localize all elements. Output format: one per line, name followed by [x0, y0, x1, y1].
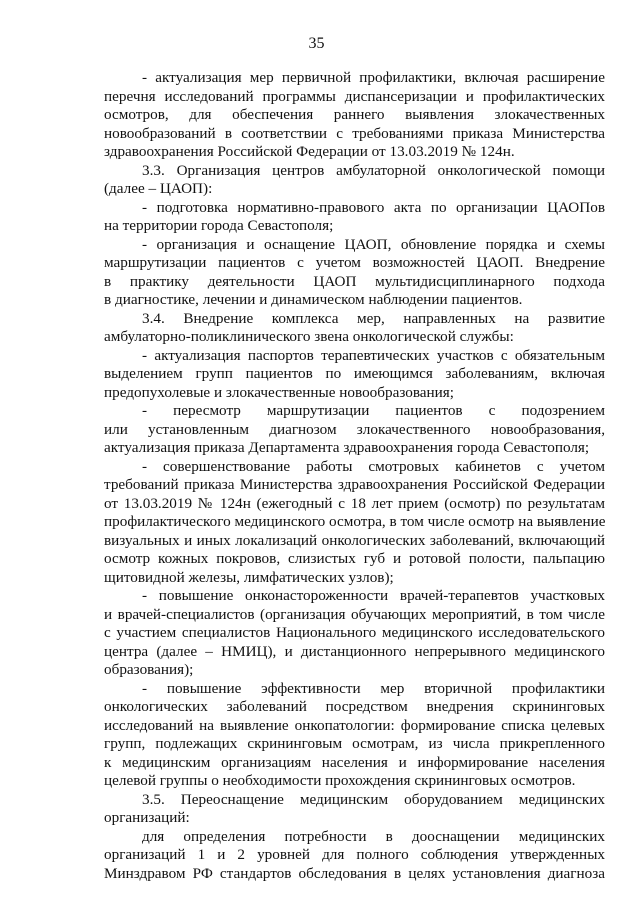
text-line: - актуализация паспортов терапевтических участков с обязательным	[142, 346, 605, 364]
text-line: Минздравом РФ стандартов обследования в целях установления диагноза	[104, 864, 605, 882]
text-line: выделением групп пациентов по имеющимся заболеваниям, включая	[104, 365, 605, 382]
text-line: организаций 1 и 2 уровней для полного соблюдения утвержденных	[104, 846, 605, 863]
text-line: в практику деятельности ЦАОП мультидисциплинарного подхода	[104, 272, 605, 290]
text-line: и врачей-специалистов (организация обучающих мероприятий, в том числе	[104, 605, 605, 623]
text-line: щитовидной железы, лимфатических узлов);	[104, 568, 394, 586]
text-line: - подготовка нормативно-правового акта по организации ЦАОПов	[142, 198, 605, 216]
text-line: - актуализация мер первичной профилактики, включая расширение	[142, 69, 605, 86]
text-line: визуальных и иных локализаций онкологических заболеваний, включающий	[104, 531, 605, 549]
page-number: 35	[308, 35, 325, 52]
text-line: актуализация приказа Департамента здравоохранения города Севастополя;	[104, 439, 590, 456]
text-line: осмотров, для обеспечения раннего выявления злокачественных	[104, 106, 605, 123]
text-line: исследований на выявление онкопатологии: формирование списка целевых	[104, 716, 605, 734]
text-line: перечня исследований программы диспансеризации и профилактических	[104, 87, 605, 105]
text-line: 3.4. Внедрение комплекса мер, направленных на развитие	[142, 309, 605, 327]
text-line: или установленным диагнозом злокачественного новообразования,	[104, 420, 605, 438]
text-line: в диагностике, лечении и динамическом наблюдении пациентов.	[104, 291, 523, 308]
document-body	[104, 69, 605, 883]
text-line: с участием специалистов Национального медицинского исследовательского	[104, 624, 605, 641]
text-line: от 13.03.2019 № 124н (ежегодный с 18 лет прием (осмотр) по результатам	[104, 494, 605, 512]
text-line: (далее – ЦАОП):	[104, 180, 213, 197]
text-line: для определения потребности в дооснащении медицинских	[142, 827, 605, 845]
text-line: онкологических заболеваний посредством внедрения скрининговых	[104, 698, 605, 715]
text-line: групп, подлежащих скрининговым осмотрам, из числа прикрепленного	[104, 735, 605, 752]
text-line: здравоохранения Российской Федерации от 13.03.2019 № 124н.	[104, 143, 515, 160]
text-line: амбулаторно-поликлинического звена онкологической службы:	[104, 328, 514, 345]
text-line: осмотр кожных покровов, слизистых губ и ротовой полости, пальпацию	[104, 550, 605, 567]
text-line: - организация и оснащение ЦАОП, обновление порядка и схемы	[142, 235, 605, 253]
text-line: - совершенствование работы смотровых кабинетов с учетом	[142, 457, 605, 475]
text-line: новообразований в соответствии с требованиями приказа Министерства	[104, 124, 605, 142]
text-line: - пересмотр маршрутизации пациентов с подозрением	[142, 402, 605, 419]
text-line: центра (далее – НМИЦ), и дистанционного непрерывного медицинского	[104, 642, 605, 660]
text-line: на территории города Севастополя;	[104, 217, 334, 234]
text-line: - повышение эффективности мер вторичной профилактики	[142, 679, 605, 697]
text-line: маршрутизации пациентов с учетом возможностей ЦАОП. Внедрение	[104, 254, 605, 271]
text-line: образования);	[104, 661, 194, 678]
text-line: к медицинским организациям населения и информирование населения	[104, 753, 605, 771]
text-line: требований приказа Министерства здравоохранения Российской Федерации	[104, 476, 605, 493]
text-line: предопухолевые и злокачественные новообразования;	[104, 383, 454, 401]
text-line: 3.5. Переоснащение медицинским оборудованием медицинских	[142, 790, 605, 808]
text-line: - повышение онконастороженности врачей-терапевтов участковых	[142, 587, 605, 604]
text-line: профилактического медицинского осмотра, в том числе осмотр на выявление	[104, 513, 606, 530]
text-line: целевой группы о необходимости прохождения скрининговых осмотров.	[104, 772, 576, 789]
text-line: организаций:	[104, 809, 190, 826]
text-line: 3.3. Организация центров амбулаторной онкологической помощи	[142, 161, 605, 179]
